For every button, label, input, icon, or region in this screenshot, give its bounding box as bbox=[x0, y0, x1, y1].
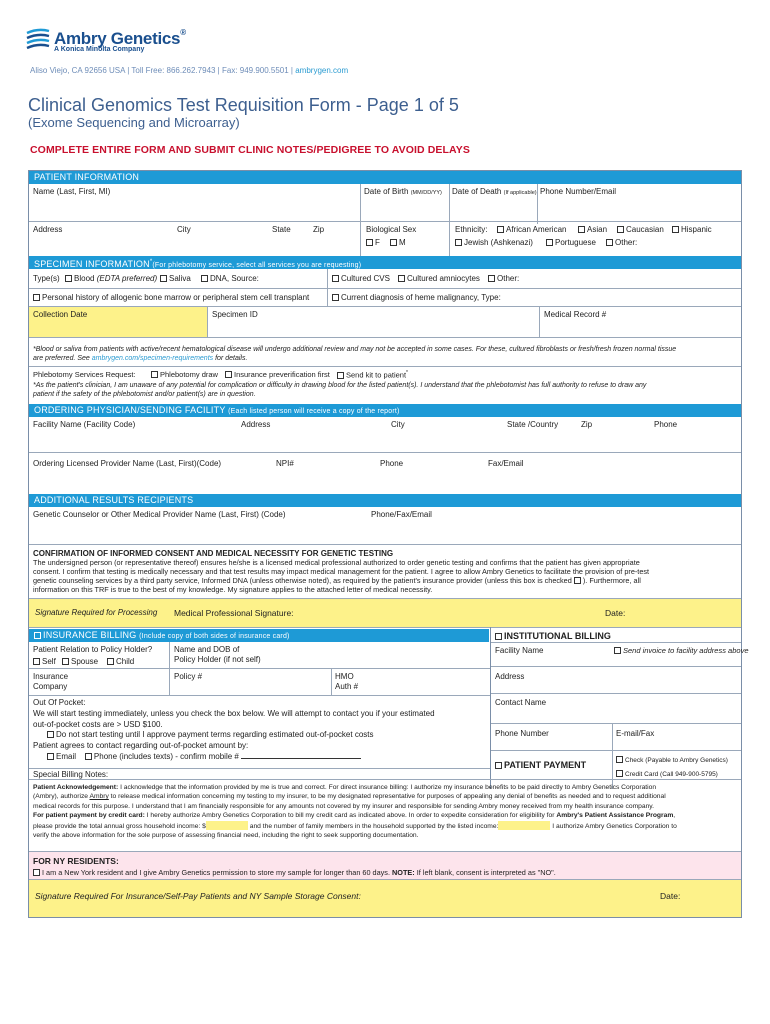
contact-line: Aliso Viejo, CA 92656 USA | Toll Free: 866.262.7943 | Fax: 949.900.5501 | ambrygen.com bbox=[30, 66, 349, 75]
specimen-requirements-link[interactable]: ambrygen.com/specimen-requirements bbox=[91, 354, 214, 362]
heme-malignancy-checkbox[interactable]: Current diagnosis of heme malignancy, Type: bbox=[332, 293, 501, 303]
ethnicity-hispanic-checkbox[interactable]: Hispanic bbox=[672, 225, 712, 235]
opt-out-counseling-checkbox[interactable] bbox=[574, 577, 581, 584]
page-title: Clinical Genomics Test Requisition Form - Page 1 of 5 bbox=[28, 95, 459, 115]
ambry-wave-logo-icon bbox=[26, 27, 50, 51]
insurance-company-field[interactable]: Insurance Company bbox=[33, 672, 69, 691]
page-subtitle: (Exome Sequencing and Microarray) bbox=[28, 115, 240, 130]
institution-facility-field[interactable]: Facility Name bbox=[495, 646, 544, 655]
facility-phone-field[interactable]: Phone bbox=[654, 420, 678, 429]
policy-number-field[interactable]: Policy # bbox=[174, 672, 203, 681]
blood-checkbox[interactable]: Blood (EDTA preferred) bbox=[65, 274, 157, 284]
facility-zip-field[interactable]: Zip bbox=[581, 420, 593, 429]
insurance-preverification-checkbox[interactable]: Insurance preverification first bbox=[225, 370, 330, 379]
facility-address-field[interactable]: Address bbox=[241, 420, 271, 429]
medical-professional-signature-field[interactable]: Medical Professional Signature: bbox=[174, 608, 294, 618]
institutional-billing-checkbox[interactable]: INSTITUTIONAL BILLING bbox=[495, 631, 611, 642]
special-billing-notes-field[interactable]: Special Billing Notes: bbox=[33, 770, 109, 779]
dod-field[interactable]: Date of Death (If applicable) bbox=[452, 187, 537, 196]
oop-approval-checkbox[interactable]: Do not start testing until I approve payment terms regarding estimated out-of-pocket costs bbox=[33, 730, 488, 741]
address-field[interactable]: Address bbox=[33, 225, 63, 234]
policy-holder-field[interactable]: Name and DOB of Policy Holder (if not self) bbox=[174, 645, 261, 664]
signature-date-field[interactable]: Date: bbox=[605, 608, 626, 618]
medical-record-field[interactable]: Medical Record # bbox=[544, 310, 607, 319]
consent-heading: CONFIRMATION OF INFORMED CONSENT AND MEDICAL NECESSITY FOR GENETIC TESTING bbox=[33, 549, 394, 558]
bmt-history-checkbox[interactable]: Personal history of allogenic bone marrow or peripheral stem cell transplant bbox=[33, 293, 309, 303]
ethnicity-jewish-checkbox[interactable]: Jewish (Ashkenazi) bbox=[455, 238, 533, 248]
cultured-amniocytes-checkbox[interactable]: Cultured amniocytes bbox=[398, 274, 480, 284]
ethnicity-african-american-checkbox[interactable]: African American bbox=[497, 225, 566, 235]
facility-name-field[interactable]: Facility Name (Facility Code) bbox=[33, 420, 136, 429]
specimen-other-checkbox[interactable]: Other: bbox=[488, 274, 519, 284]
ordering-physician-header: ORDERING PHYSICIAN/SENDING FACILITY (Each listed person will receive a copy of the report) bbox=[29, 404, 741, 417]
institution-contact-field[interactable]: Contact Name bbox=[495, 698, 547, 707]
family-members-field[interactable] bbox=[498, 821, 550, 830]
out-of-pocket-section: Out Of Pocket: We will start testing immediately, unless you check the box below. We will attempt to contact you if your estimated out-of-pocket costs are > USD $100. Do not start testing until I approve payment terms regarding estimated out-of-pocket costs Patient agrees to contact regarding out-of-pocket amount by: Email Phone (includes texts) - confirm mobile # bbox=[33, 698, 488, 763]
dob-field[interactable]: Date of Birth (MM/DD/YY) bbox=[364, 187, 442, 196]
counselor-name-field[interactable]: Genetic Counselor or Other Medical Provider Name (Last, First) (Code) bbox=[33, 510, 286, 519]
ny-residents-heading: FOR NY RESIDENTS: bbox=[33, 856, 119, 866]
patient-signature-field[interactable]: Signature Required For Insurance/Self-Pay Patients and NY Sample Storage Consent: bbox=[35, 891, 361, 901]
recipient-contact-field[interactable]: Phone/Fax/Email bbox=[371, 510, 432, 519]
phone-email-field[interactable]: Phone Number/Email bbox=[540, 187, 617, 196]
consent-text: The undersigned person (or representative thereof) ensures he/she is a licensed medical professional authorized to order genetic testing and confirms that the patient has given appropriate consent. I confirm that testing is medically necessary and that test results may impact medical management for the patient. I agree to allow Ambry Genetics to facilitate the provision of pre-test genetic counseling services by a third party service, Informed DNA (unless otherwise noted), as required by the patient's insurance provider (unless this box is checked ). Furthermore, all information on this TRF is true to the best of my knowledge. My signature applies to the attached letter of medical necessity. bbox=[33, 558, 650, 594]
brand-name: Ambry Genetics® bbox=[54, 28, 186, 48]
payment-credit-card-checkbox[interactable]: Credit Card (Call 949-900-5795) bbox=[616, 770, 718, 779]
institution-email-fax-field[interactable]: E-mail/Fax bbox=[616, 729, 655, 738]
mobile-number-field[interactable] bbox=[241, 752, 361, 759]
form-body bbox=[28, 170, 749, 918]
specimen-info-header: SPECIMEN INFORMATION*(For phlebotomy service, select all services you are requesting) bbox=[29, 256, 741, 269]
saliva-checkbox[interactable]: Saliva bbox=[160, 274, 191, 284]
collection-date-field[interactable]: Collection Date bbox=[33, 310, 88, 319]
phlebotomy-note: *As the patient's clinician, I am unaware of any potential for complication or difficulty in drawing blood for the listed patient(s). I understand that the phlebotomist has full authority to refuse to draw any patient if the safety of the phlebotomist and/or patient(s) are in question. bbox=[33, 382, 647, 398]
provider-phone-field[interactable]: Phone bbox=[380, 459, 404, 468]
specimen-note: *Blood or saliva from patients with active/recent hematological disease will undergo additional review and may not be accepted in some cases. For these, cultured fibroblasts or fresh/fresh frozen normal tissue are preferred. See ambrygen.com/specimen-requirements for details. bbox=[33, 346, 677, 362]
patient-name-field[interactable]: Name (Last, First, MI) bbox=[33, 187, 111, 196]
send-kit-checkbox[interactable]: Send kit to patient* bbox=[337, 370, 408, 380]
dna-checkbox[interactable]: DNA, Source: bbox=[201, 274, 259, 284]
relation-spouse-checkbox[interactable]: Spouse bbox=[62, 657, 98, 667]
additional-recipients-header: ADDITIONAL RESULTS RECIPIENTS bbox=[29, 494, 741, 507]
ethnicity-portuguese-checkbox[interactable]: Portuguese bbox=[546, 238, 596, 248]
contact-phone-checkbox[interactable]: Phone (includes texts) - confirm mobile # bbox=[85, 752, 239, 761]
ethnicity-caucasian-checkbox[interactable]: Caucasian bbox=[617, 225, 664, 235]
specimen-types-label: Type(s) bbox=[33, 274, 60, 283]
signature-required-label: Signature Required for Processing bbox=[35, 608, 158, 617]
ethnicity-label: Ethnicity: bbox=[455, 225, 488, 234]
zip-field[interactable]: Zip bbox=[313, 225, 325, 234]
payment-check-checkbox[interactable]: Check (Payable to Ambry Genetics) bbox=[616, 756, 728, 765]
patient-signature-date-field[interactable]: Date: bbox=[660, 891, 681, 901]
relation-child-checkbox[interactable]: Child bbox=[107, 657, 134, 667]
household-income-field[interactable] bbox=[206, 821, 248, 830]
institution-address-field[interactable]: Address bbox=[495, 672, 525, 681]
phlebotomy-request-label: Phlebotomy Services Request: bbox=[33, 370, 136, 379]
patient-payment-checkbox[interactable]: PATIENT PAYMENT bbox=[495, 760, 586, 771]
website-link[interactable]: ambrygen.com bbox=[295, 66, 349, 75]
provider-fax-field[interactable]: Fax/Email bbox=[488, 459, 524, 468]
relation-self-checkbox[interactable]: Self bbox=[33, 657, 56, 667]
institution-phone-field[interactable]: Phone Number bbox=[495, 729, 549, 738]
send-invoice-checkbox[interactable]: Send invoice to facility address above bbox=[614, 646, 749, 655]
city-field[interactable]: City bbox=[177, 225, 191, 234]
patient-acknowledgement: Patient Acknowledgement: I acknowledge that the information provided by me is true and correct. For direct insurance billing: I authorize my insurance benefits to be paid directly to Ambry Genetics Corporation (Ambry), authorize Ambry to release medical information concerning my testing to my insurer, to be my designated representative for purposes of appealing any denial of benefits as needed and to request additional medical records for this purpose. I understand that I am financially responsible for any amounts not covered by my insurer and responsible for sending Ambry money received from my health insurance company. For patient payment by credit card: I hereby authorize Ambry Genetics Corporation to bill my credit card as indicated above. In order to expedite consideration for eligibility for Ambry's Patient Assistance Program, please provide the total annual gross household income: $ and the number of family members in the household supported by the listed income: I authorize Ambry Genetics Corporation to verify the above information for the sole purpose of assessing financial need, including the right to seek supporting documentation. bbox=[33, 784, 677, 839]
phlebotomy-draw-checkbox[interactable]: Phlebotomy draw bbox=[151, 370, 218, 379]
facility-state-field[interactable]: State /Country bbox=[507, 420, 559, 429]
ethnicity-asian-checkbox[interactable]: Asian bbox=[578, 225, 607, 235]
ny-storage-consent-checkbox[interactable]: I am a New York resident and I give Ambry Genetics permission to store my sample for longer than 60 days. NOTE: If left blank, consent is interpreted as "NO". bbox=[33, 868, 556, 877]
sex-f-checkbox[interactable]: F bbox=[366, 238, 380, 248]
provider-name-field[interactable]: Ordering Licensed Provider Name (Last, First)(Code) bbox=[33, 459, 222, 468]
warning-banner: COMPLETE ENTIRE FORM AND SUBMIT CLINIC NOTES/PEDIGREE TO AVOID DELAYS bbox=[30, 144, 470, 156]
contact-email-checkbox[interactable]: Email bbox=[47, 752, 76, 761]
biological-sex-label: Biological Sex bbox=[366, 225, 417, 234]
state-field[interactable]: State bbox=[272, 225, 291, 234]
brand-subtitle: A Konica Minolta Company bbox=[54, 46, 145, 53]
sex-m-checkbox[interactable]: M bbox=[390, 238, 406, 248]
relation-label: Patient Relation to Policy Holder? bbox=[33, 645, 153, 654]
patient-info-header: PATIENT INFORMATION bbox=[29, 171, 741, 184]
npi-field[interactable]: NPI# bbox=[276, 459, 294, 468]
facility-city-field[interactable]: City bbox=[391, 420, 405, 429]
insurance-billing-header[interactable]: INSURANCE BILLING (Include copy of both sides of insurance card) bbox=[29, 629, 489, 642]
cultured-cvs-checkbox[interactable]: Cultured CVS bbox=[332, 274, 390, 284]
hmo-auth-field[interactable]: HMO Auth # bbox=[335, 672, 359, 691]
ethnicity-other-checkbox[interactable]: Other: bbox=[606, 238, 637, 248]
specimen-id-field[interactable]: Specimen ID bbox=[212, 310, 258, 319]
